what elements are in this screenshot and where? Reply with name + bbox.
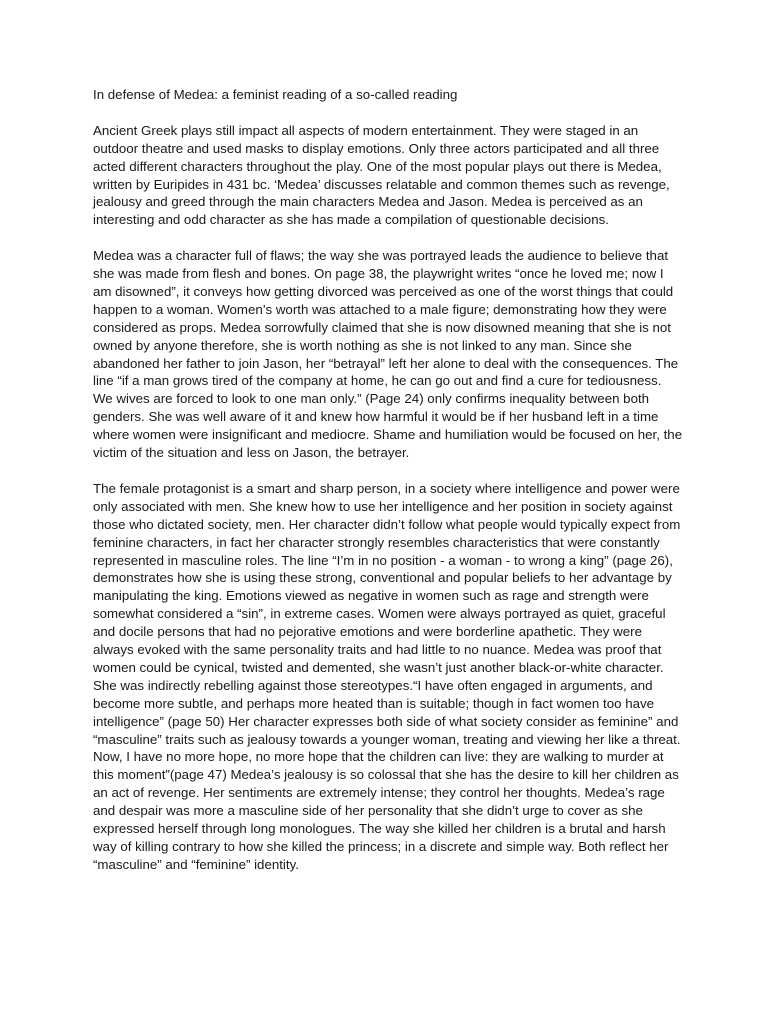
document-body — [93, 86, 683, 874]
paragraph-flaws: Medea was a character full of flaws; the way she was portrayed leads the audience to believe that she was made from flesh and bones. On page 38, the playwright writes “once he loved me; now I am disowned”, it conveys how getting divorced was perceived as one of the worst things that could happen to a woman. Women’s worth was attached to a male figure; demonstrating how they were considered as props. Medea sorrowfully claimed that she is now disowned meaning that she is not owned by anyone therefore, she is worth nothing as she is not linked to any man. Since she abandoned her father to join Jason, her “betrayal” left her alone to deal with the consequences. The line “if a man grows tired of the company at home, he can go out and find a cure for tediousness. We wives are forced to look to one man only.” (Page 24) only confirms inequality between both genders. She was well aware of it and knew how harmful it would be if her husband left in a time where women were insignificant and mediocre. Shame and humiliation would be focused on her, the victim of the situation and less on Jason, the betrayer. — [93, 248, 683, 461]
paragraph-intro: Ancient Greek plays still impact all aspects of modern entertainment. They were staged in an outdoor theatre and used masks to display emotions. Only three actors participated and all three acted different characters throughout the play. One of the most popular plays out there is Medea, written by Euripides in 431 bc. ‘Medea’ discusses relatable and common themes such as revenge, jealousy and greed through the main characters Medea and Jason. Medea is perceived as an interesting and odd character as she has made a compilation of questionable decisions. — [93, 122, 670, 228]
paragraph-revenge: Now, I have no more hope, no more hope that the children can live: they are walking to murder at this moment”(page 47) Medea’s jealousy is so colossal that she has the desire to kill her children as an act of revenge. Her sentiments are extremely intense; they control her thoughts. Medea’s rage and despair was more a masculine side of her personality that she didn’t urge to cover as she expressed herself through long monologues. The way she killed her children is a brutal and harsh way of killing contrary to how she killed the princess; in a discrete and simple way. Both reflect her “masculine” and “feminine” identity. — [93, 749, 679, 872]
paragraph-protagonist: The female protagonist is a smart and sharp person, in a society where intelligence and power were only associated with men. She knew how to use her intelligence and her position in society against those who dictated society, men. Her character didn’t follow what people would typically expect from feminine characters, in fact her character strongly resembles characteristics that were constantly represented in masculine roles. The line “I’m in no position - a woman - to wrong a king” (page 26), demonstrates how she is using these strong, conventional and popular beliefs to her advantage by manipulating the king. Emotions viewed as negative in women such as rage and strength were somewhat considered a “sin”, in extreme cases. Women were always portrayed as quiet, graceful and docile persons that had no pejorative emotions and were borderline apathetic. They were always evoked with the same personality traits and had little to no nuance. Medea was proof that women could be cynical, twisted and demented, she wasn’t just another black-or-white character. She was indirectly rebelling against those stereotypes.“I have often engaged in arguments, and become more subtle, and perhaps more heated than is suitable; though in fact women too have intelligence” (page 50) Her character expresses both side of what society consider as feminine” and “masculine” traits such as jealousy towards a younger woman, treating and viewing her like a threat. — [93, 480, 681, 747]
document-title: In defense of Medea: a feminist reading of a so-called reading — [93, 87, 458, 102]
